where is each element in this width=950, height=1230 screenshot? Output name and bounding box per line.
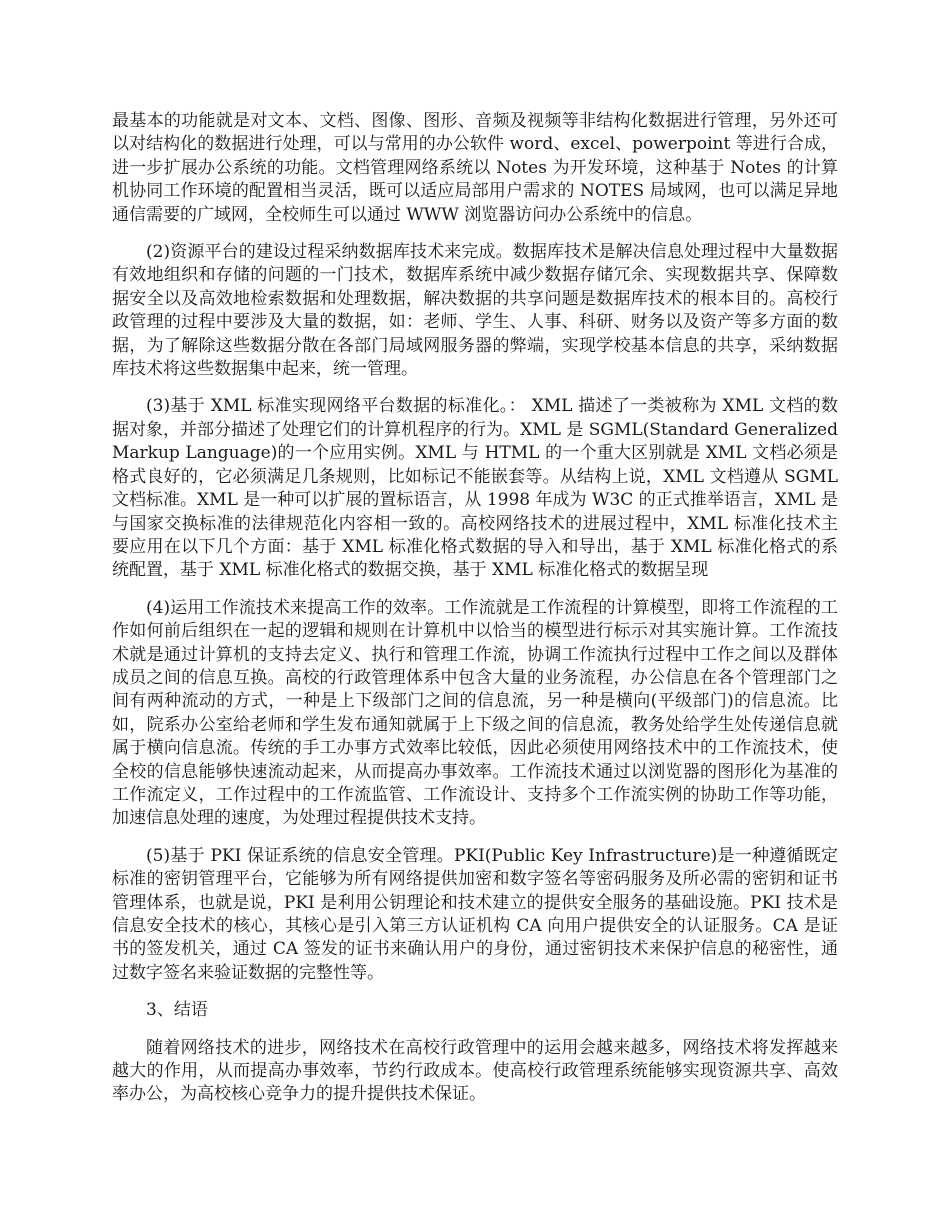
paragraph-pki: (5)基于 PKI 保证系统的信息安全管理。PKI(Public Key Infrastructure)是一种遵循既定标准的密钥管理平台，它能够为所有网络提供加密和数字签名等密码服务及所必需的密钥和证书管理体系，也就是说，PKI 是利用公钥理论和技术建立的提供安全服务的基础设施。PKI 技术是信息安全技术的核心，其核心是引入第三方认证机构 CA 向用户提供安全的认证服务。CA 是证书的签发机关，通过 CA 签发的证书来确认用户的身份，通过密钥技术来保护信息的秘密性，通过数字签名来验证数据的完整性等。 [112,845,838,983]
paragraph-xml: (3)基于 XML 标准实现网络平台数据的标准化。： XML 描述了一类被称为 XML 文档的数据对象，并部分描述了处理它们的计算机程序的行为。XML 是 SGML(Standard Generalized Markup Language)的一个应用实例。XML 与 HTML 的一个重大区别就是 XML 文档必须是格式良好的，它必须满足几条规则，比如标记不能嵌套等。从结构上说，XML 文档遵从 SGML 文档标准。XML 是一种可以扩展的置标语言，从 1998 年成为 W3C 的正式推举语言，XML 是与国家交换标准的法律规范化内容相一致的。高校网络技术的进展过程中，XML 标准化技术主要应用在以下几个方面：基于 XML 标准化格式数据的导入和导出，基于 XML 标准化格式的系统配置，基于 XML 标准化格式的数据交换，基于 XML 标准化格式的数据呈现 [112,396,838,581]
section-heading-conclusion: 3、结语 [146,1000,208,1021]
paragraph-conclusion: 随着网络技术的进步，网络技术在高校行政管理中的运用会越来越多，网络技术将发挥越来越大的作用，从而提高办事效率，节约行政成本。使高校行政管理系统能够实现资源共享、高效率办公，为高校核心竞争力的提升提供技术保证。 [112,1037,838,1105]
paragraph-workflow: (4)运用工作流技术来提高工作的效率。工作流就是工作流程的计算模型，即将工作流程的工作如何前后组织在一起的逻辑和规则在计算机中以恰当的模型进行标示对其实施计算。工作流技术就是通过计算机的支持去定义、执行和管理工作流，协调工作流执行过程中工作之间以及群体成员之间的信息互换。高校的行政管理体系中包含大量的业务流程，办公信息在各个管理部门之间有两种流动的方式，一种是上下级部门之间的信息流，另一种是横向(平级部门)的信息流。比如，院系办公室给老师和学生发布通知就属于上下级之间的信息流，教务处给学生处传递信息就属于横向信息流。传统的手工办事方式效率比较低，因此必须使用网络技术中的工作流技术，使全校的信息能够快速流动起来，从而提高办事效率。工作流技术通过以浏览器的图形化为基准的工作流定义，工作过程中的工作流监管、工作流设计、支持多个工作流实例的协助工作等功能，加速信息处理的速度，为处理过程提供技术支持。 [112,597,838,829]
paragraph-database: (2)资源平台的建设过程采纳数据库技术来完成。数据库技术是解决信息处理过程中大量数据有效地组织和存储的问题的一门技术，数据库系统中减少数据存储冗余、实现数据共享、保障数据安全以及高效地检索数据和处理数据，解决数据的共享问题是数据库技术的根本目的。高校行政管理的过程中要涉及大量的数据，如：老师、学生、人事、科研、财务以及资产等多方面的数据，为了解除这些数据分散在各部门局域网服务器的弊端，实现学校基本信息的共享，采纳数据库技术将这些数据集中起来，统一管理。 [112,242,838,380]
paragraph-intro-continued: 最基本的功能就是对文本、文档、图像、图形、音频及视频等非结构化数据进行管理，另外还可以对结构化的数据进行处理，可以与常用的办公软件 word、excel、powerpoint 等进行合成，进一步扩展办公系统的功能。文档管理网络系统以 Notes 为开发环境，这种基于 Notes 的计算机协同工作环境的配置相当灵活，既可以适应局部用户需求的 NOTES 局域网，也可以满足异地通信需要的广域网，全校师生可以通过 WWW 浏览器访问办公系统中的信息。 [112,111,838,225]
document-page [112,110,838,1121]
